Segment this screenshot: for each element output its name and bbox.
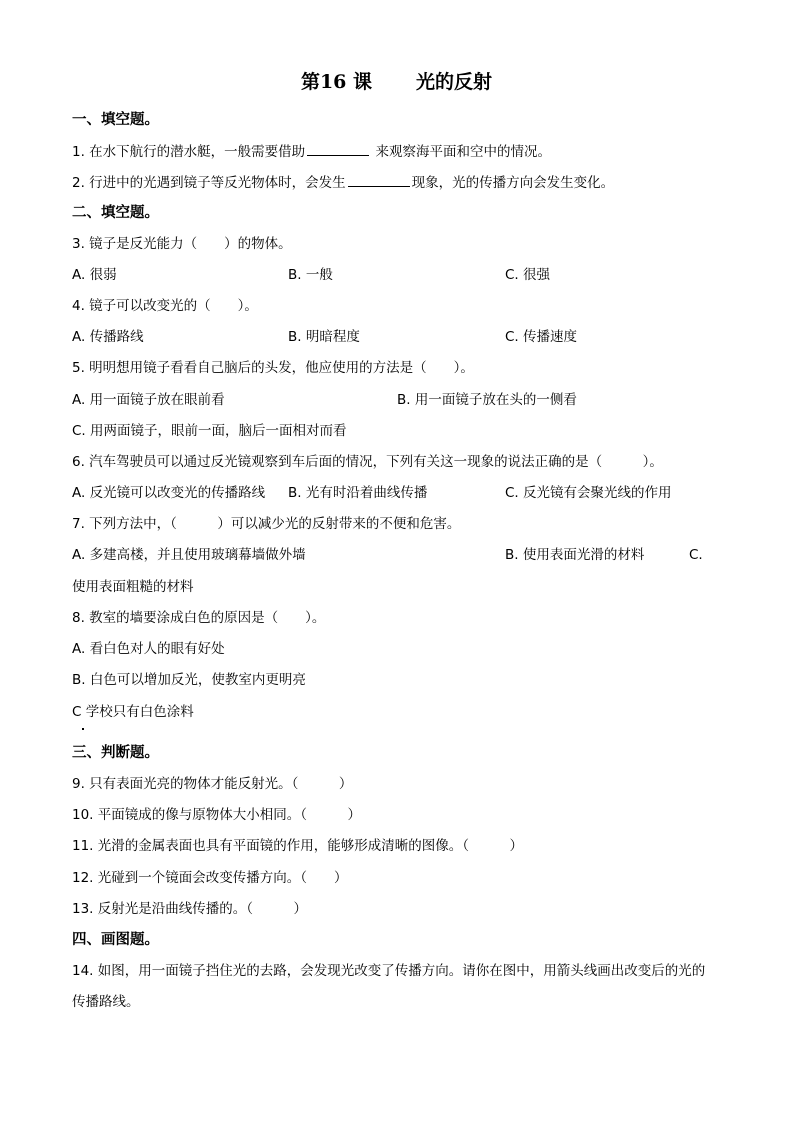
question-11: 11. 光滑的金属表面也具有平面镜的作用，能够形成清晰的图像。（ ）	[72, 838, 524, 854]
question-7-option-c-letter[interactable]: C.	[689, 547, 703, 563]
answer-blank-1[interactable]	[307, 142, 369, 156]
stray-dot	[82, 728, 84, 730]
question-4-option-c[interactable]: C. 传播速度	[505, 329, 578, 345]
question-8-option-b[interactable]: B. 白色可以增加反光，使教室内更明亮	[72, 672, 306, 688]
question-5-option-c[interactable]: C. 用两面镜子，眼前一面，脑后一面相对而看	[72, 423, 347, 439]
question-6-option-a[interactable]: A. 反光镜可以改变光的传播路线	[72, 485, 266, 501]
section-heading-2: 二、填空题。	[72, 205, 159, 221]
question-8-option-c[interactable]: C 学校只有白色涂料	[72, 704, 194, 720]
question-6-stem: 6. 汽车驾驶员可以通过反光镜观察到车后面的情况，下列有关这一现象的说法正确的是（ ）。	[72, 454, 663, 470]
question-4-option-b[interactable]: B. 明暗程度	[288, 329, 360, 345]
question-2	[72, 173, 614, 192]
question-7-stem: 7. 下列方法中，（ ）可以减少光的反射带来的不便和危害。	[72, 516, 461, 532]
question-8-stem: 8. 教室的墙要涂成白色的原因是（ ）。	[72, 610, 326, 626]
question-14-line-1: 14. 如图，用一面镜子挡住光的去路，会发现光改变了传播方向。请你在图中，用箭头线画出改变后的光的	[72, 963, 706, 979]
section-heading-4: 四、画图题。	[72, 932, 159, 948]
question-14-line-2: 传播路线。	[72, 994, 140, 1010]
question-1-text-after: 来观察海平面和空中的情况。	[371, 144, 551, 160]
section-heading-1: 一、填空题。	[72, 112, 159, 128]
section-heading-3: 三、判断题。	[72, 745, 159, 761]
question-3-option-b[interactable]: B. 一般	[288, 267, 333, 283]
question-1-text-before: 1. 在水下航行的潜水艇，一般需要借助	[72, 144, 306, 160]
question-4-stem: 4. 镜子可以改变光的（ ）。	[72, 298, 258, 314]
question-5-option-a[interactable]: A. 用一面镜子放在眼前看	[72, 392, 225, 408]
question-7-option-b[interactable]: B. 使用表面光滑的材料	[505, 547, 645, 563]
page-title	[0, 70, 793, 94]
question-7-option-c[interactable]: 使用表面粗糙的材料	[72, 579, 194, 595]
question-8-option-a[interactable]: A. 看白色对人的眼有好处	[72, 641, 225, 657]
question-9: 9. 只有表面光亮的物体才能反射光。（ ）	[72, 776, 353, 792]
question-2-text-before: 2. 行进中的光遇到镜子等反光物体时，会发生	[72, 175, 346, 191]
question-5-option-b[interactable]: B. 用一面镜子放在头的一侧看	[397, 392, 577, 408]
question-7-option-a[interactable]: A. 多建高楼，并且使用玻璃幕墙做外墙	[72, 547, 306, 563]
question-12: 12. 光碰到一个镜面会改变传播方向。（ ）	[72, 870, 348, 886]
question-13: 13. 反射光是沿曲线传播的。（ ）	[72, 901, 308, 917]
question-5-stem: 5. 明明想用镜子看看自己脑后的头发，他应使用的方法是（ ）。	[72, 360, 474, 376]
question-3-option-c[interactable]: C. 很强	[505, 267, 551, 283]
answer-blank-2[interactable]	[348, 173, 410, 187]
lesson-topic: 光的反射	[416, 71, 493, 93]
question-6-option-b[interactable]: B. 光有时沿着曲线传播	[288, 485, 428, 501]
lesson-number: 第16 课	[300, 71, 373, 93]
question-3-option-a[interactable]: A. 很弱	[72, 267, 117, 283]
question-4-option-a[interactable]: A. 传播路线	[72, 329, 144, 345]
question-3-stem: 3. 镜子是反光能力（ ）的物体。	[72, 236, 292, 252]
question-1	[72, 142, 551, 161]
question-6-option-c[interactable]: C. 反光镜有会聚光线的作用	[505, 485, 672, 501]
question-10: 10. 平面镜成的像与原物体大小相同。（ ）	[72, 807, 362, 823]
question-2-text-after: 现象，光的传播方向会发生变化。	[411, 175, 615, 191]
